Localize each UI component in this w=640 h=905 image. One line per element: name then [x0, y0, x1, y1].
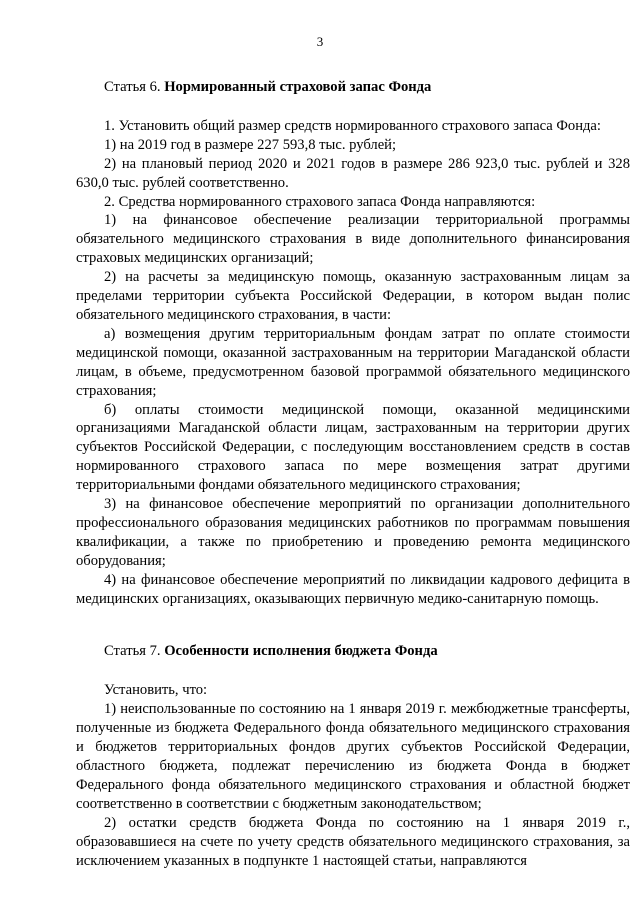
- document-body: [76, 78, 630, 870]
- paragraph: 4) на финансовое обеспечение мероприятий по ликвидации кадрового дефицита в медицинских организациях, оказывающих первичную медико-санитарную помощь.: [76, 571, 630, 607]
- page-number: 3: [316, 34, 324, 49]
- article-6-title: Нормированный страховой запас Фонда: [164, 79, 432, 95]
- paragraph: 2. Средства нормированного страхового запаса Фонда направляются:: [104, 193, 536, 210]
- paragraph: 2) остатки средств бюджета Фонда по состоянию на 1 января 2019 г., образовавшиеся на счете по учету средств обязательного медицинского страхования, за исключением указанных в подпункте 1 настоящей статьи, направляются: [76, 814, 630, 869]
- paragraph: 1) на финансовое обеспечение реализации территориальной программы обязательного медицинского страхования в виде дополнительного финансирования страховых медицинских организаций;: [76, 212, 630, 267]
- article-6-prefix: Статья 6.: [104, 79, 161, 95]
- article-7-heading: [76, 642, 630, 661]
- article-7-prefix: Статья 7.: [104, 643, 161, 660]
- paragraph: 3) на финансовое обеспечение мероприятий по организации дополнительного профессионального образования медицинских работников по программам повышения квалификации, а также по приобретению и проведению ремонта медицинского оборудования;: [76, 496, 630, 569]
- article-7-body: [76, 681, 630, 870]
- paragraph: 1) на 2019 год в размере 227 593,8 тыс. рублей;: [104, 136, 397, 153]
- paragraph: 2) на расчеты за медицинскую помощь, оказанную застрахованным лицам за пределами территории субъекта Российской Федерации, в котором выдан полис обязательного медицинского страхования, в части:: [76, 269, 630, 323]
- article-7-title: Особенности исполнения бюджета Фонда: [164, 643, 438, 660]
- paragraph: а) возмещения другим территориальным фондам затрат по оплате стоимости медицинской помощи, оказанной застрахованным на территории Магаданской области лицам, в объеме, предусмотренном базовой программой обязательного медицинского страхования;: [76, 325, 630, 399]
- paragraph: 2) на плановый период 2020 и 2021 годов в размере 286 923,0 тыс. рублей и 328 630,0 тыс. рублей соответственно.: [76, 155, 630, 191]
- article-6-body: [76, 117, 630, 609]
- paragraph: 1) неиспользованные по состоянию на 1 января 2019 г. межбюджетные трансферты, полученные из бюджета Федерального фонда обязательного медицинского страхования и бюджетов территориальных фондов других субъектов Российской Федерации, областного бюджета, подлежат перечислению из бюджета Фонда в бюджет Федерального фонда обязательного медицинского страхования и областной бюджет соответственно в соответствии с бюджетным законодательством;: [76, 701, 630, 812]
- paragraph: б) оплаты стоимости медицинской помощи, оказанной медицинскими организациями Магаданской области лицам, застрахованным на территории других субъектов Российской Федерации, с последующим восстановлением средств в состав нормированного страхового запаса по мере возмещения затрат другими территориальными фондами обязательного медицинского страхования;: [76, 401, 630, 494]
- paragraph: 1. Установить общий размер средств нормированного страхового запаса Фонда:: [104, 117, 601, 134]
- article-6-heading: [76, 78, 630, 97]
- paragraph: Установить, что:: [104, 682, 208, 699]
